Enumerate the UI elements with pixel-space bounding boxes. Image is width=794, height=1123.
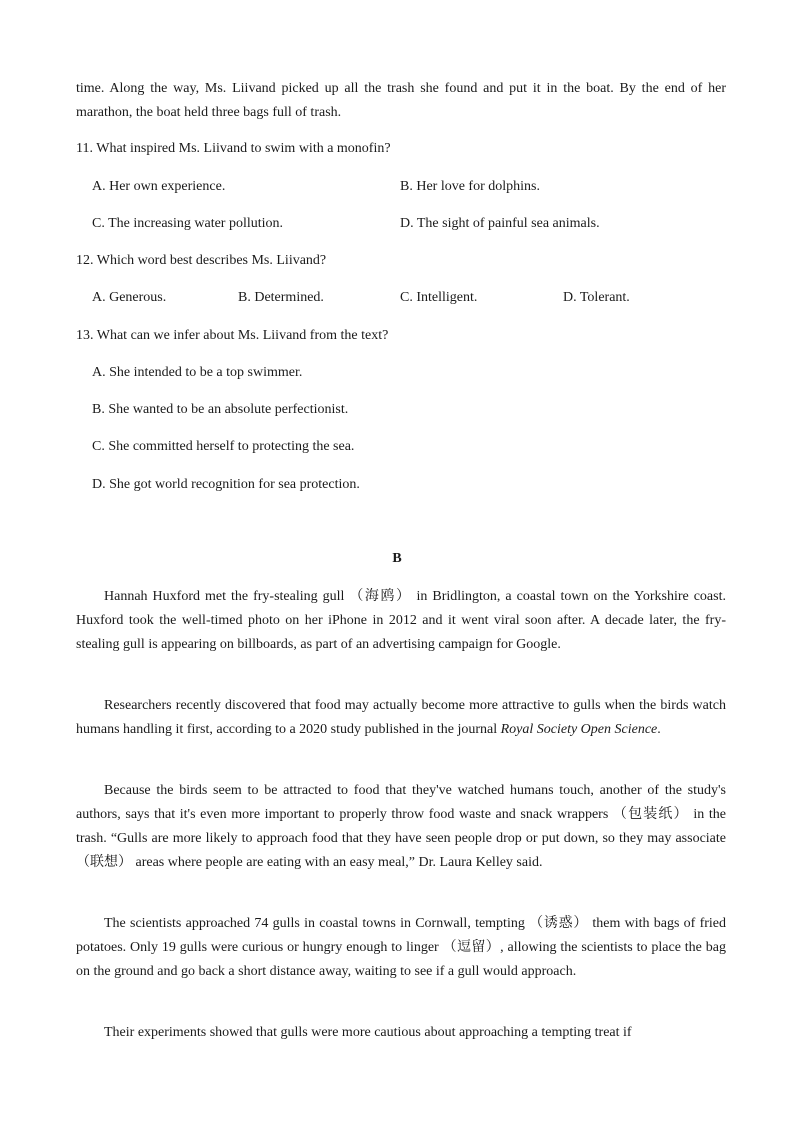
- question-13-option-b: B. She wanted to be an absolute perfectionist.: [92, 402, 349, 417]
- section-b-paragraph-3: Because the birds seem to be attracted to food that they've watched humans touch, another of the study's authors, says that it's even more important to properly throw food waste and snack wrappers （包装纸） in the trash. “Gulls are more likely to approach food that they have seen people drop or put down, so they may associate （联想） areas where people are eating with an easy meal,” Dr. Laura Kelley said.: [76, 783, 726, 870]
- question-11-option-a: A. Her own experience.: [92, 179, 226, 194]
- paragraph-2-end: .: [657, 722, 661, 737]
- section-b-paragraph-2: [76, 694, 726, 742]
- question-12-option-a: A. Generous.: [92, 290, 167, 305]
- question-13-option-d: D. She got world recognition for sea protection.: [92, 477, 360, 492]
- question-11-option-c: C. The increasing water pollution.: [92, 216, 284, 231]
- question-12-option-d: D. Tolerant.: [563, 290, 630, 305]
- paragraph-2-text: Researchers recently discovered that food may actually become more attractive to gulls when the birds watch humans handling it first, according to a 2020 study published in the journal: [76, 698, 726, 737]
- section-heading: B: [392, 551, 402, 566]
- question-12-option-c: C. Intelligent.: [400, 290, 478, 305]
- section-b-paragraph-4: The scientists approached 74 gulls in coastal towns in Cornwall, tempting （诱惑） them with bags of fried potatoes. Only 19 gulls were curious or hungry enough to linger （逗留）, allowing the scientists to place the bag on the ground and go back a short distance away, waiting to see if a gull would approach.: [76, 916, 726, 979]
- question-13-stem: 13. What can we infer about Ms. Liivand from the text?: [76, 328, 389, 343]
- question-13-option-a: A. She intended to be a top swimmer.: [92, 365, 303, 380]
- question-11-stem: 11. What inspired Ms. Liivand to swim with a monofin?: [76, 141, 391, 156]
- continuation-paragraph: time. Along the way, Ms. Liivand picked up all the trash she found and put it in the boat. By the end of her marathon, the boat held three bags full of trash.: [76, 81, 726, 120]
- question-11-option-d: D. The sight of painful sea animals.: [400, 216, 600, 231]
- section-b-paragraph-5: Their experiments showed that gulls were more cautious about approaching a tempting treat if: [104, 1025, 632, 1040]
- section-b-paragraph-1: Hannah Huxford met the fry-stealing gull （海鸥） in Bridlington, a coastal town on the Yorkshire coast. Huxford took the well-timed photo on her iPhone in 2012 and it went viral soon after. A decade later, the fry-stealing gull is appearing on billboards, as part of an advertising campaign for Google.: [76, 589, 726, 652]
- journal-title: Royal Society Open Science: [500, 722, 658, 737]
- question-12-stem: 12. Which word best describes Ms. Liivand?: [76, 253, 327, 268]
- question-12-option-b: B. Determined.: [238, 290, 324, 305]
- question-11-option-b: B. Her love for dolphins.: [400, 179, 540, 194]
- question-13-option-c: C. She committed herself to protecting the sea.: [92, 439, 355, 454]
